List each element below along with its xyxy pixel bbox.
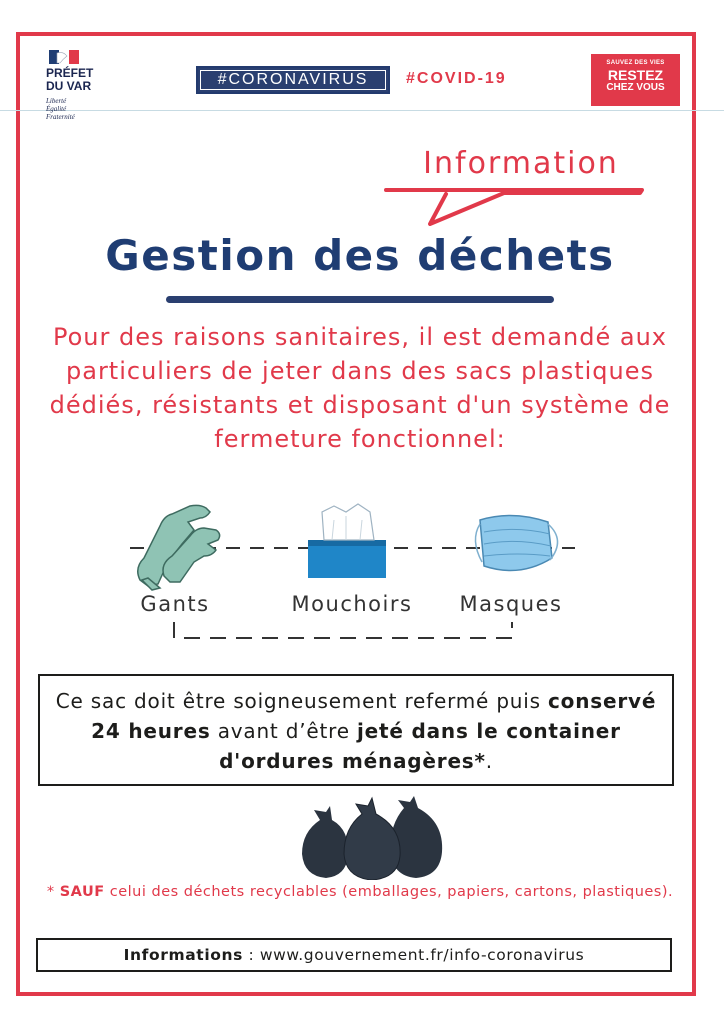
notice-bold-1: conservé 24 heures: [91, 689, 657, 743]
footnote-bold: SAUF: [59, 884, 105, 900]
stay-home-big-text: RESTEZ: [607, 67, 664, 83]
prefet-motto: Liberté Égalité Fraternité: [46, 97, 75, 121]
face-mask-icon: [475, 515, 557, 570]
dashed-connector-bottom: [174, 622, 512, 638]
covid-hashtag: #COVID-19: [406, 70, 507, 87]
notice-text-2: avant d’être: [210, 719, 357, 743]
footnote-text: celui des déchets recyclables (emballages, papiers, cartons, plastiques).: [104, 884, 674, 900]
stay-home-mid-text: CHEZ VOUS: [606, 82, 665, 93]
information-title: Information: [423, 146, 619, 181]
items-diagram: [120, 496, 590, 646]
notice-box: [38, 674, 674, 786]
notice-bold-2: jeté dans le container d'ordures ménagères*: [219, 719, 621, 773]
coronavirus-hashtag: #CORONAVIRUS: [196, 66, 390, 94]
prefet-name: PRÉFET DU VAR: [46, 66, 94, 93]
info-bar: [36, 938, 672, 972]
tissue-box-icon: [308, 504, 386, 578]
speech-bubble-line-icon: [384, 180, 648, 226]
glove-icon: [138, 505, 220, 590]
trash-bags-icon: [296, 796, 456, 880]
notice-text-3: .: [485, 749, 493, 773]
stay-home-badge: [591, 54, 680, 106]
main-title: Gestion des déchets: [105, 231, 615, 280]
info-bar-separator: :: [242, 946, 260, 964]
footnote-star: *: [46, 884, 60, 900]
notice-text-1: Ce sac doit être soigneusement refermé puis: [55, 689, 549, 713]
footnote: [40, 882, 680, 903]
info-bar-label: Informations: [123, 946, 243, 964]
title-underline: [166, 296, 554, 303]
item-label-gants: Gants: [140, 592, 210, 616]
marianne-flag-icon: [49, 50, 79, 64]
info-bar-url[interactable]: www.gouvernement.fr/info-coronavirus: [259, 946, 585, 964]
item-label-mouchoirs: Mouchoirs: [291, 592, 413, 616]
intro-text: Pour des raisons sanitaires, il est demandé aux particuliers de jeter dans des sacs plastiques dédiés, résistants et disposant d'un système de fermeture fonctionnel:: [49, 323, 671, 453]
item-label-masques: Masques: [459, 592, 563, 616]
stay-home-small-text: SAUVEZ DES VIES: [606, 60, 665, 66]
